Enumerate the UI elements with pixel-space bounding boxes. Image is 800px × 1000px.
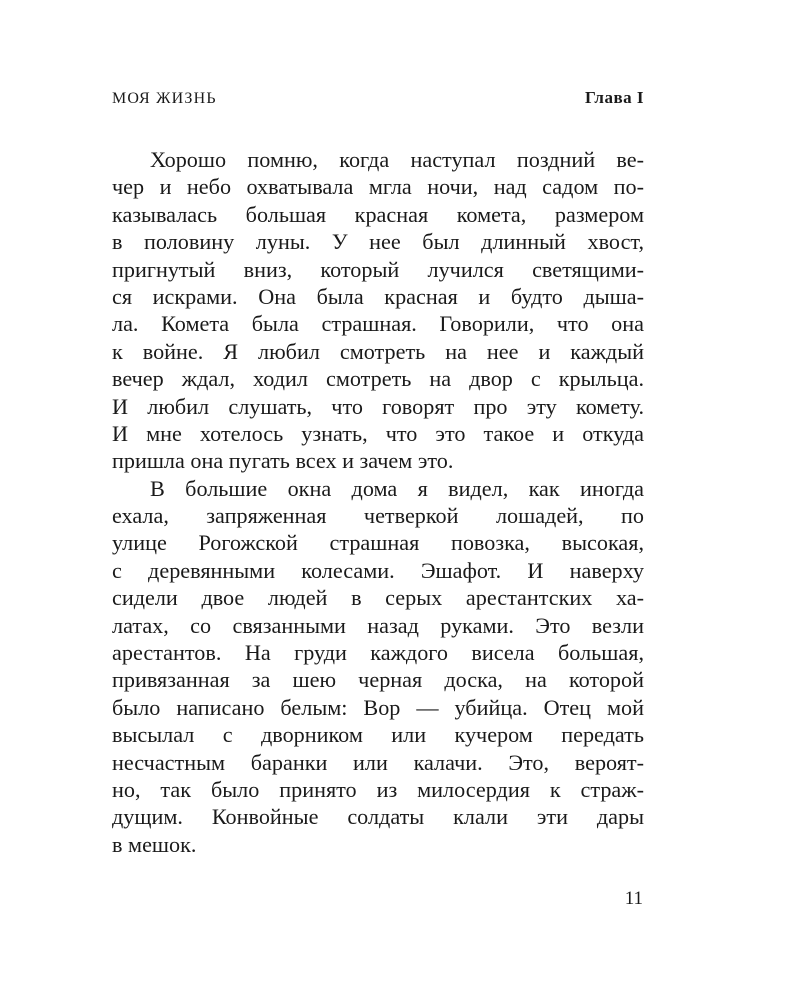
paragraph-2 — [112, 475, 644, 858]
book-title: МОЯ ЖИЗНЬ — [112, 90, 217, 107]
text-line: улице Рогожской страшная повозка, высокая, — [112, 530, 644, 556]
text-line: В большие окна дома я видел, как иногда — [150, 475, 644, 501]
text-line: в половину луны. У нее был длинный хвост, — [112, 229, 644, 255]
text-line: И мне хотелось узнать, что это такое и откуда — [112, 420, 644, 446]
text-line: но, так было принято из милосердия к страж- — [112, 776, 644, 802]
text-line: арестантов. На груди каждого висела большая, — [112, 640, 644, 666]
paragraph-1 — [112, 146, 644, 475]
running-head — [112, 88, 644, 108]
text-line: пригнутый вниз, который лучился светящими- — [112, 256, 644, 282]
text-line: вечер ждал, ходил смотреть на двор с крыльца. — [112, 366, 644, 392]
text-line: несчастным баранки или калачи. Это, вероят- — [112, 749, 644, 775]
body-text — [112, 146, 644, 858]
text-line: латах, со связанными назад руками. Это везли — [112, 612, 644, 638]
text-line: было написано белым: Вор — убийца. Отец мой — [112, 694, 644, 720]
text-line: чер и небо охватывала мгла ночи, над садом по- — [112, 174, 644, 200]
chapter-title: Глава I — [585, 88, 644, 107]
text-line: Хорошо помню, когда наступал поздний ве- — [150, 147, 644, 172]
text-line: казывалась большая красная комета, размером — [112, 201, 644, 227]
text-line: ла. Комета была страшная. Говорили, что она — [112, 311, 644, 337]
text-line: высылал с дворником или кучером передать — [112, 722, 644, 748]
text-line: ехала, запряженная четверкой лошадей, по — [112, 503, 644, 529]
text-line: дущим. Конвойные солдаты клали эти дары — [112, 804, 644, 830]
text-line: И любил слушать, что говорят про эту комету. — [112, 393, 644, 419]
text-line: к войне. Я любил смотреть на нее и каждый — [112, 338, 644, 364]
text-line: сидели двое людей в серых арестантских ха- — [112, 585, 644, 611]
text-line: в мешок. — [112, 831, 197, 857]
text-line: привязанная за шею черная доска, на которой — [112, 667, 644, 693]
page-number: 11 — [624, 888, 643, 909]
text-line: с деревянными колесами. Эшафот. И наверху — [112, 557, 644, 583]
text-line: пришла она пугать всех и зачем это. — [112, 448, 454, 474]
text-line: ся искрами. Она была красная и будто дыша- — [112, 283, 644, 309]
